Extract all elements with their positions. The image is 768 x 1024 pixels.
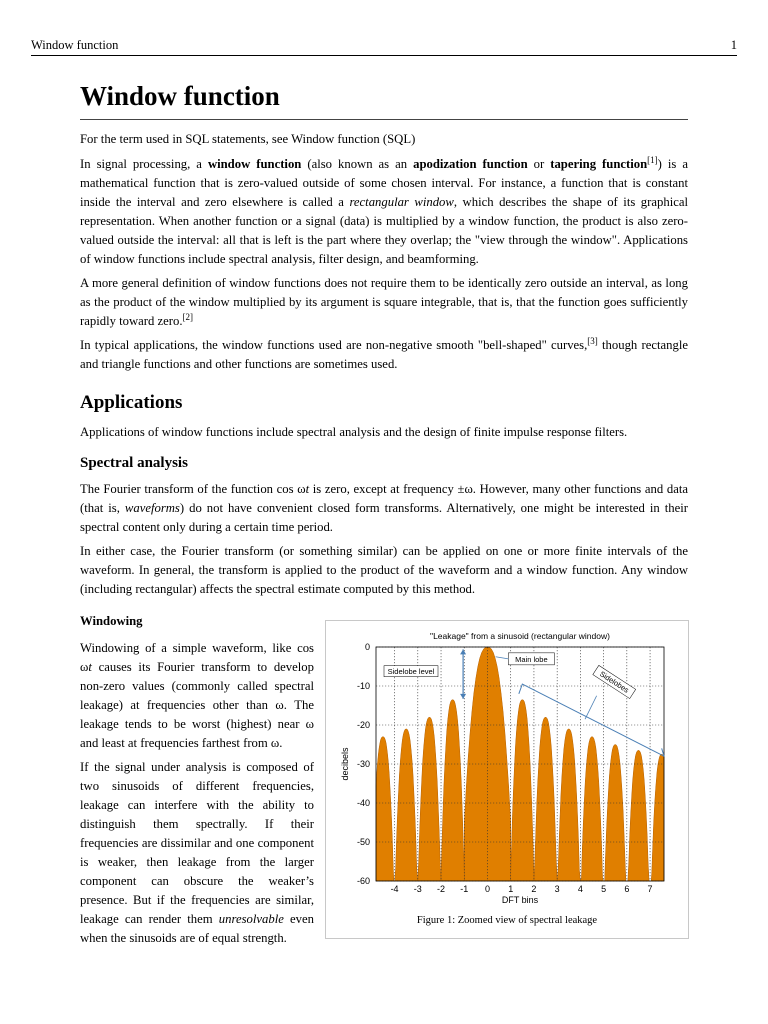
main-lobe-label: Main lobe (515, 654, 548, 664)
windowing-column (80, 614, 314, 948)
windowing-heading: Windowing (80, 614, 143, 629)
spectral-paragraph-2: In either case, the Fourier transform (or something similar) can be applied on one or more finite intervals of the waveform. In general, the transform is applied to the product of the waveform and a window function. Any window (including rectangular) affects the spectral estimate computed by this method. (80, 544, 688, 597)
main-lobe-pointer (496, 657, 509, 659)
y-tick-label: -40 (356, 798, 370, 808)
sidelobe-level-label: Sidelobe level (387, 667, 435, 677)
arrowhead-up (460, 649, 466, 654)
intro-paragraph-3: In typical applications, the window functions used are non-negative smooth "bell-shaped" curves,[3] though rectangle and triangle functions and other functions are sometimes used. (80, 336, 688, 372)
term-apodization-function: apodization function (413, 157, 528, 172)
running-header (31, 37, 737, 56)
figure-spectral-leakage (325, 620, 689, 939)
y-tick-label: 0 (364, 642, 370, 652)
page-number: 1 (730, 38, 737, 52)
y-tick-label: -10 (356, 681, 370, 691)
term-waveforms: waveforms (124, 501, 180, 516)
intro-paragraph-2: A more general definition of window functions does not require them to be identically zero outside an interval, as long as the product of the window multiplied by its argument is square integrable, that is, that the function goes sufficiently rapidly toward zero.[2] (80, 276, 688, 329)
arrowhead-down (460, 694, 466, 699)
y-tick-label: -30 (356, 759, 370, 769)
term-window-function: window function (207, 157, 302, 172)
intro-paragraph-1: In signal processing, a window function (also known as an apodization function or tapering function[1]) is a mathematical function that is zero-valued outside of some chosen interval. For instance, a function that is constant inside the interval and zero elsewhere is called a rectangular window, which describes the shape of its graphical representation. When another function or a signal (data) is multiplied by a window function, the product is also zero-valued outside the interval: all that is left is the part where they overlap; the "view through the window". Applications of window functions include spectral analysis, filter design, and beamforming. (80, 155, 689, 267)
y-axis-label: decibels (340, 747, 350, 781)
running-header-title: Window function (31, 38, 119, 52)
page-title: Window function (80, 80, 688, 120)
x-tick-label: -3 (413, 884, 422, 894)
reference-2[interactable]: [2] (182, 312, 194, 323)
hatnote-text[interactable]: For the term used in SQL statements, see Window function (SQL) (80, 132, 416, 147)
x-tick-label: 2 (531, 884, 537, 894)
spectral-paragraph-1: The Fourier transform of the function cos ωt is zero, except at frequency ±ω. However, many other functions and data (that is, waveforms) do not have convenient closed form transforms. Alternatively, one might be interested in their spectral content only during a certain time period. (80, 482, 689, 535)
x-tick-label: -2 (437, 884, 446, 894)
chart-title: "Leakage" from a sinusoid (rectangular window) (430, 631, 610, 641)
applications-heading: Applications (80, 392, 183, 414)
leakage-chart (330, 625, 684, 913)
reference-3[interactable]: [3] (587, 336, 598, 347)
x-tick-label: 0 (484, 884, 490, 894)
x-tick-label: -1 (460, 884, 469, 894)
y-tick-label: -50 (356, 837, 370, 847)
term-tapering-function: tapering function (550, 157, 648, 172)
term-unresolvable: unresolvable (218, 912, 284, 927)
applications-paragraph: Applications of window functions include spectral analysis and the design of finite impulse response filters. (80, 425, 628, 440)
spectral-analysis-heading: Spectral analysis (80, 455, 188, 472)
windowing-paragraph-2: If the signal under analysis is composed of two sinusoids of different frequencies, leakage can interfere with the ability to distinguish them spectrally. If their frequencies are dissimilar and one component is weaker, then leakage from the larger component can obscure the weaker’s presence. But if the frequencies are similar, leakage can render them unresolvable even when the sinusoids are of equal strength. (80, 760, 314, 946)
x-tick-label: 4 (577, 884, 583, 894)
y-tick-label: -60 (356, 876, 370, 886)
sidelobes-label: Sidelobes (597, 669, 631, 695)
x-tick-label: 3 (554, 884, 560, 894)
reference-1[interactable]: [1] (647, 155, 658, 166)
x-tick-label: 1 (508, 884, 514, 894)
x-tick-label: -4 (390, 884, 399, 894)
x-tick-label: 6 (624, 884, 630, 894)
x-axis-label: DFT bins (501, 895, 539, 905)
y-tick-label: -20 (356, 720, 370, 730)
x-tick-label: 7 (647, 884, 653, 894)
windowing-paragraph-1: Windowing of a simple waveform, like cos ωt causes its Fourier transform to develop non-zero values (commonly called spectral leakage) at frequencies other than ω. The leakage tends to be worst (highest) near ω and least at frequencies farthest from ω. (80, 641, 314, 751)
hatnote (80, 130, 688, 149)
term-rectangular-window: rectangular window (349, 195, 454, 210)
sidelobes-pointer (585, 696, 597, 719)
figure-caption: Figure 1: Zoomed view of spectral leakage (416, 915, 598, 926)
x-tick-label: 5 (601, 884, 607, 894)
